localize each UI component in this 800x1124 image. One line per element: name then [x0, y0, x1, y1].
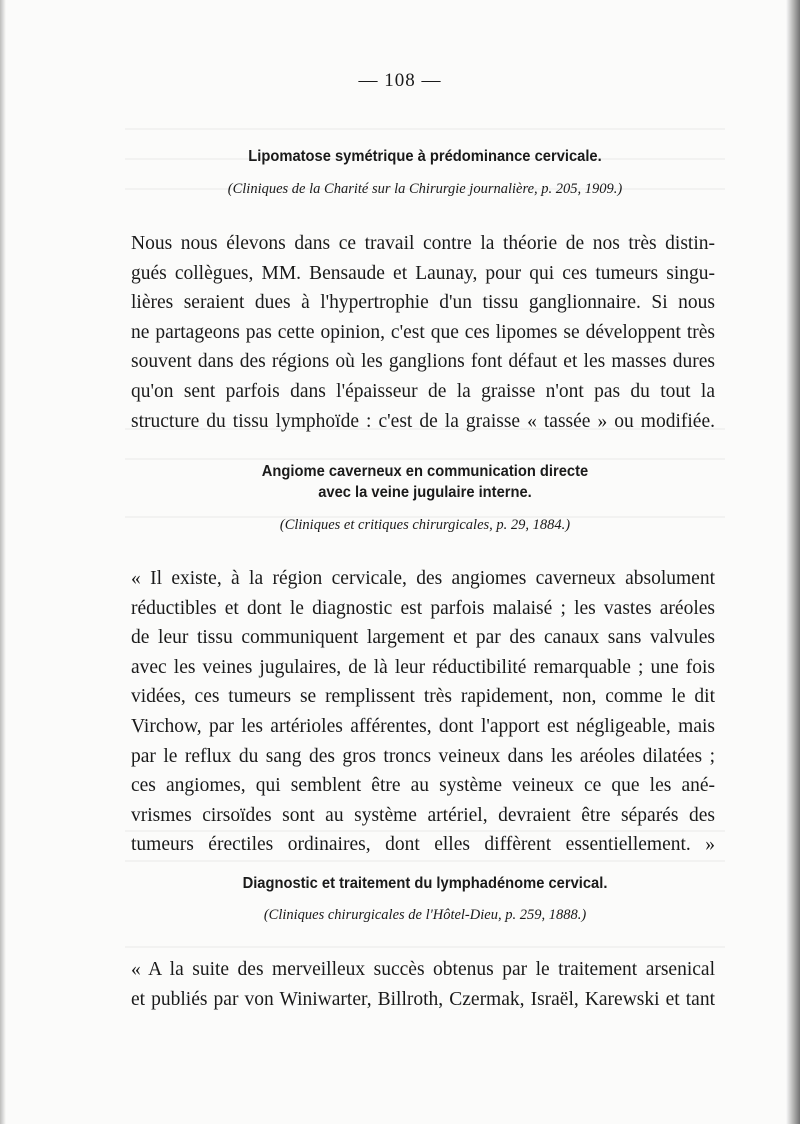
body-line: « A la suite des merveilleux succès obtenus par le traitement arsenical: [131, 959, 715, 980]
body-line: ces angiomes, qui semblent être au système veineux ce que les ané-: [131, 775, 715, 797]
section-title: [154, 146, 697, 167]
section-title-line: Lipomatose symétrique à prédominance cervicale.: [248, 148, 602, 165]
body-line: qu'on sent parfois dans l'épaisseur de la graisse n'ont pas du tout la: [131, 380, 715, 402]
section-title-line: Angiome caverneux en communication directe: [261, 463, 589, 480]
section-citation: (Cliniques et critiques chirurgicales, p. 29, 1884.): [279, 517, 571, 533]
section-title: [154, 873, 697, 894]
section-body: [131, 564, 715, 860]
body-line: ne partageons pas cette opinion, c'est que ces lipomes se développent très: [131, 321, 715, 343]
section-citation: (Cliniques de la Charité sur la Chirurgie journalière, p. 205, 1909.): [227, 181, 623, 197]
body-line: Virchow, par les artérioles afférentes, dont l'apport est négligeable, mais: [131, 715, 715, 737]
body-line: par le reflux du sang des gros troncs veineux dans les aréoles dilatées ;: [131, 745, 715, 767]
body-line: vrismes cirsoïdes sont au système artériel, devraient être séparés des: [131, 804, 715, 826]
section-citation: (Cliniques chirurgicales de l'Hôtel-Dieu, p. 259, 1888.): [263, 907, 587, 923]
section-body: [131, 955, 715, 1014]
section-title: [154, 461, 697, 503]
body-line: lières seraient dues à l'hypertrophie d'un tissu ganglionnaire. Si nous: [131, 292, 715, 314]
body-line: avec les veines jugulaires, de là leur réductibilité remarquable ; une fois: [131, 656, 715, 678]
body-line: « Il existe, à la région cervicale, des angiomes caverneux absolument: [131, 568, 715, 589]
page-edge-right: [786, 0, 800, 1124]
body-line: gués collègues, MM. Bensaude et Launay, pour qui ces tumeurs singu-: [131, 262, 715, 284]
body-line: de leur tissu communiquent largement et par des canaux sans valvules: [131, 627, 715, 649]
body-line: souvent dans des régions où les ganglions font défaut et les masses dures: [131, 351, 715, 373]
section-body: [131, 229, 715, 436]
page-number: — 108 —: [358, 70, 442, 91]
body-line: tumeurs érectiles ordinaires, dont elles diffèrent essentiellement. »: [131, 834, 715, 856]
body-line: et publiés par von Winiwarter, Billroth, Czermak, Israël, Karewski et tant: [131, 988, 715, 1010]
body-line: vidées, ces tumeurs se remplissent très rapidement, non, comme le dit: [131, 686, 715, 708]
page-edge-left: [0, 0, 6, 1124]
bleed-through: [125, 860, 725, 862]
bleed-through: [125, 946, 725, 948]
body-line: réductibles et dont le diagnostic est parfois malaisé ; les vastes aréoles: [131, 597, 715, 619]
body-line: Nous nous élevons dans ce travail contre la théorie de nos très distin-: [131, 233, 715, 254]
body-line: structure du tissu lymphoïde : c'est de la graisse « tassée » ou modifiée.: [131, 410, 715, 432]
section-title-line: Diagnostic et traitement du lymphadénome cervical.: [242, 875, 608, 892]
bleed-through: [125, 128, 725, 130]
section-title-line: avec la veine jugulaire interne.: [318, 484, 532, 501]
bleed-through: [125, 458, 725, 460]
